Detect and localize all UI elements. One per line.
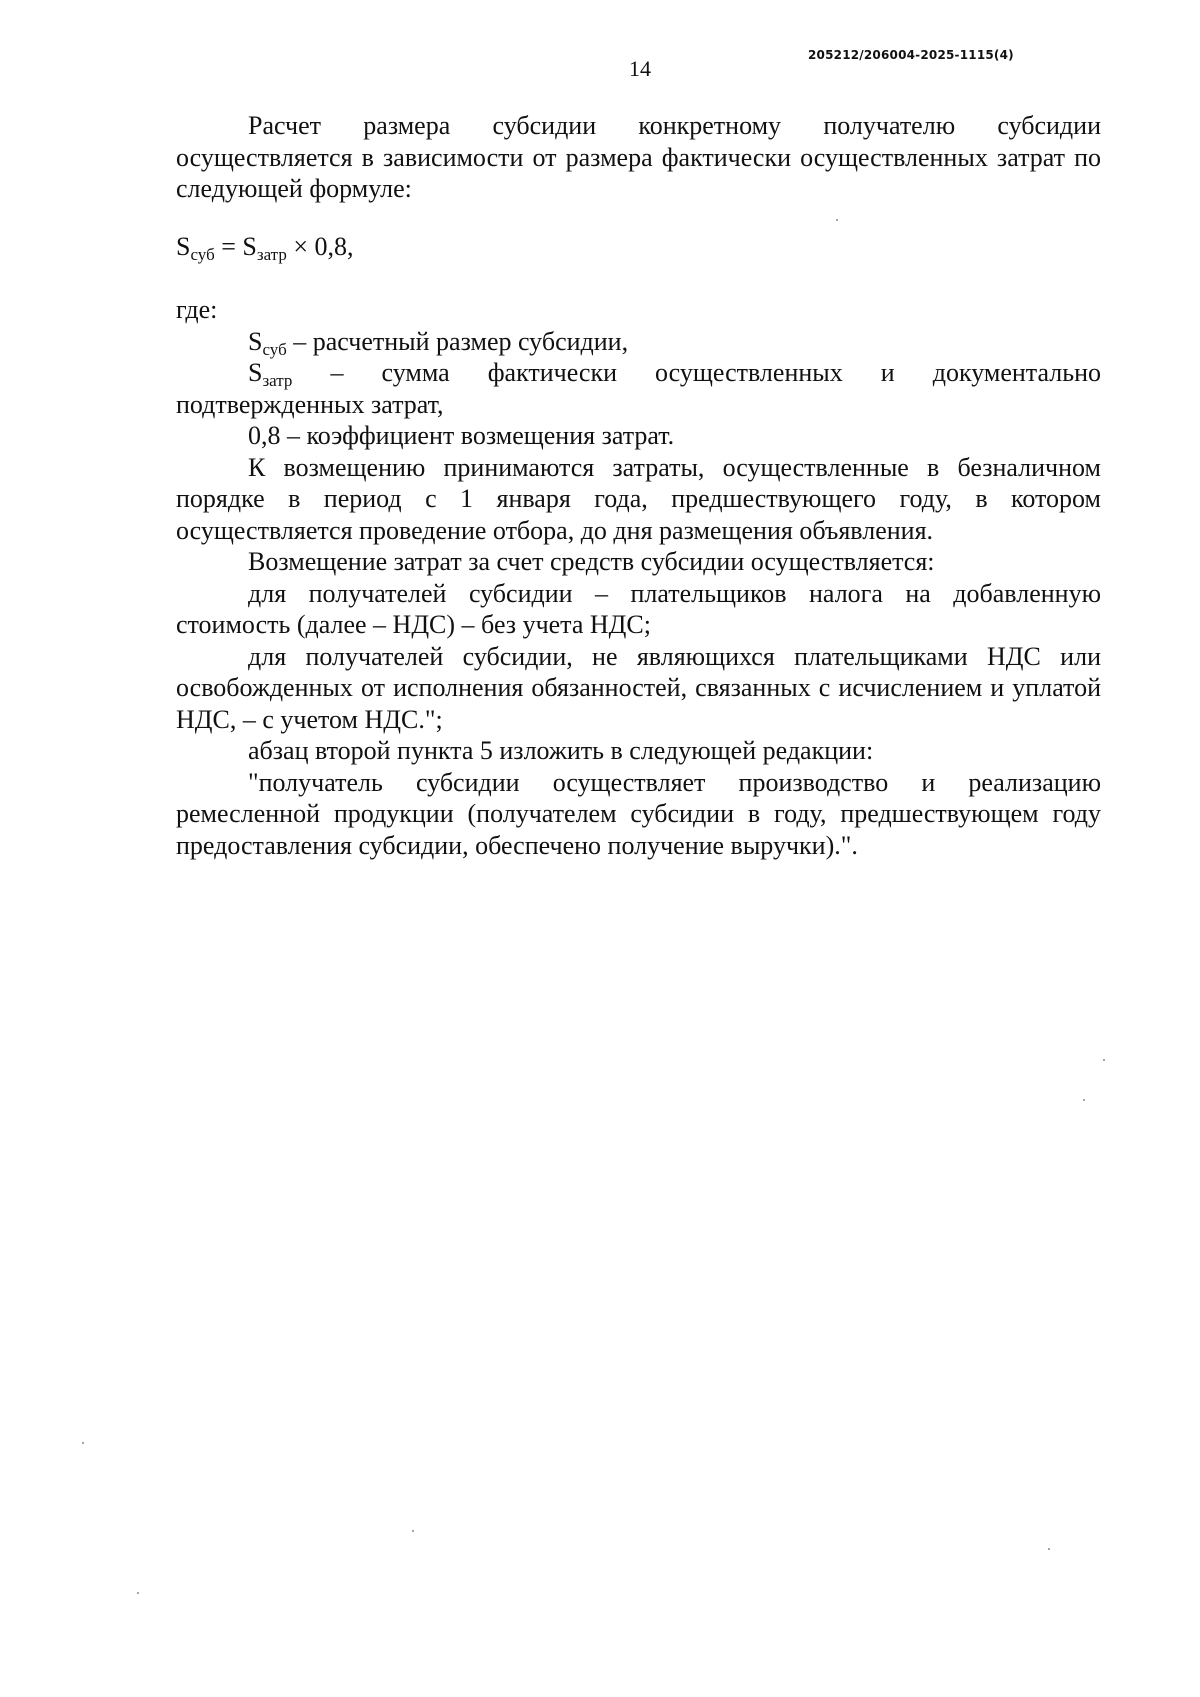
definition-coefficient: 0,8 – коэффициент возмещения затрат. — [248, 421, 675, 450]
definition-s-zatr — [176, 357, 1101, 420]
scan-speck — [1083, 1099, 1085, 1101]
formula-subscript: суб — [190, 244, 215, 264]
paragraph-calculation: Расчет размера субсидии конкретному получателю субсидии осуществляется в зависимости от размера фактически осуществленных затрат по следующей формуле: — [176, 111, 1101, 203]
definition-s-sub — [176, 326, 1101, 358]
paragraph-reimbursement-period: К возмещению принимаются затраты, осуществленные в безналичном порядке в период с 1 января года, предшествующего году, в котором осуществляется проведение отбора, до дня размещения объявления. — [176, 452, 1101, 545]
scan-speck — [82, 1442, 84, 1444]
definition-subscript: суб — [262, 339, 287, 359]
document-id: 205212/206004-2025-1115(4) — [808, 48, 1014, 62]
paragraph-vat-payers: для получателей субсидии – плательщиков налога на добавленную стоимость (далее – НДС) – без учета НДС; — [176, 578, 1101, 639]
formula — [176, 231, 1101, 263]
formula-equals: = — [214, 231, 243, 261]
paragraph-non-vat-payers: для получателей субсидии, не являющихся плательщиками НДС или освобожденных от исполнения обязанностей, связанных с исчислением и уплатой НДС, – с учетом НДС."; — [176, 641, 1101, 734]
definition-symbol: S — [248, 326, 263, 356]
formula-symbol: S — [176, 231, 191, 261]
definition-text: – сумма фактически осуществленных и документально подтвержденных затрат, — [176, 358, 1101, 419]
paragraph-amendment: абзац второй пункта 5 изложить в следующей редакции: — [248, 736, 874, 765]
paragraph-reimbursement-intro: Возмещение затрат за счет средств субсидии осуществляется: — [248, 547, 935, 576]
definition-text: – расчетный размер субсидии, — [286, 326, 629, 356]
formula-s-zatr — [242, 231, 287, 264]
definition-subscript: затр — [262, 371, 293, 390]
where-label: где: — [176, 295, 218, 324]
page-number: 14 — [629, 56, 651, 81]
scan-speck — [1103, 1059, 1105, 1061]
formula-subscript: затр — [256, 244, 287, 264]
document-body — [176, 110, 1101, 861]
definition-symbol: S — [248, 358, 263, 387]
formula-coefficient: × 0,8, — [286, 231, 354, 261]
scan-speck — [836, 219, 838, 221]
scan-speck — [412, 1530, 414, 1532]
formula-symbol: S — [242, 231, 257, 261]
scan-speck — [137, 1592, 139, 1594]
formula-s-sub — [176, 231, 215, 264]
paragraph-new-wording: "получатель субсидии осуществляет производство и реализацию ремесленной продукции (получателем субсидии в году, предшествующем году предоставления субсидии, обеспечено получение выручки).". — [176, 767, 1101, 860]
scan-speck — [1048, 1548, 1050, 1550]
